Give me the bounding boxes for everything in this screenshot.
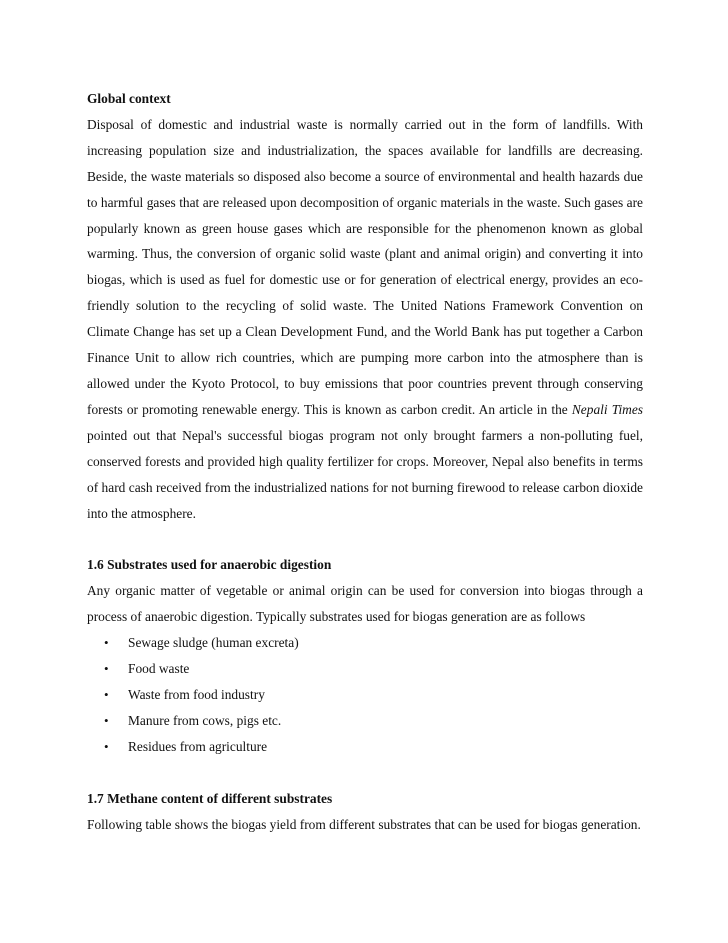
list-item-text: Manure from cows, pigs etc. — [128, 712, 282, 728]
global-context-paragraph — [87, 112, 643, 527]
section-heading-global-context: Global context — [87, 91, 171, 106]
paragraph-spacer — [87, 760, 643, 786]
list-item — [87, 734, 643, 760]
global-context-text-part1: Disposal of domestic and industrial waste is normally carried out in the form of landfills. With increasing population size and industrialization, the spaces available for landfills are decreasing. Beside, the waste materials so disposed also become a source of environmental and health hazards due to harmful gases that are released upon decomposition of organic materials in the waste. Such gases are popularly known as green house gases which are responsible for the phenomenon known as global warming. Thus, the conversion of organic solid waste (plant and animal origin) and converting it into biogas, which is used as fuel for domestic use or for generation of electrical energy, provides an eco-friendly solution to the recycling of solid waste. The United Nations Framework Convention on Climate Change has set up a Clean Development Fund, and the World Bank has put together a Carbon Finance Unit to allow rich countries, which are pumping more carbon into the atmosphere than is allowed under the Kyoto Protocol, to buy emissions that poor countries prevent through conserving forests or promoting renewable energy. This is known as carbon credit. An article in the — [87, 116, 643, 417]
list-item — [87, 708, 643, 734]
newspaper-title: Nepali Times — [571, 401, 643, 417]
bullet-icon: • — [104, 712, 109, 728]
paragraph-spacer — [87, 526, 643, 552]
section-heading-substrates: 1.6 Substrates used for anaerobic digestion — [87, 557, 332, 573]
list-item-text: Sewage sludge (human excreta) — [128, 635, 299, 651]
list-item-text: Waste from food industry — [128, 686, 265, 702]
methane-paragraph: Following table shows the biogas yield from different substrates that can be used for biogas generation. — [87, 816, 641, 832]
list-item — [87, 656, 643, 682]
bullet-icon: • — [104, 661, 109, 677]
bullet-icon: • — [104, 635, 109, 651]
bullet-icon: • — [104, 686, 109, 702]
substrates-intro-paragraph: Any organic matter of vegetable or animal origin can be used for conversion into biogas through a process of anaerobic digestion. Typically substrates used for biogas generation are as follows — [87, 583, 643, 625]
list-item — [87, 682, 643, 708]
substrates-list — [87, 630, 643, 760]
list-item-text: Residues from agriculture — [128, 738, 268, 754]
list-item — [87, 630, 643, 656]
global-context-text-part2: pointed out that Nepal's successful biogas program not only brought farmers a non-polluting fuel, conserved forests and provided high quality fertilizer for crops. Moreover, Nepal also benefits in terms of hard cash received from the industrialized nations for not burning firewood to release carbon dioxide into the atmosphere. — [87, 427, 643, 521]
bullet-icon: • — [104, 738, 109, 754]
list-item-text: Food waste — [128, 661, 190, 677]
document-page — [87, 86, 643, 837]
section-heading-methane: 1.7 Methane content of different substrates — [87, 790, 333, 806]
